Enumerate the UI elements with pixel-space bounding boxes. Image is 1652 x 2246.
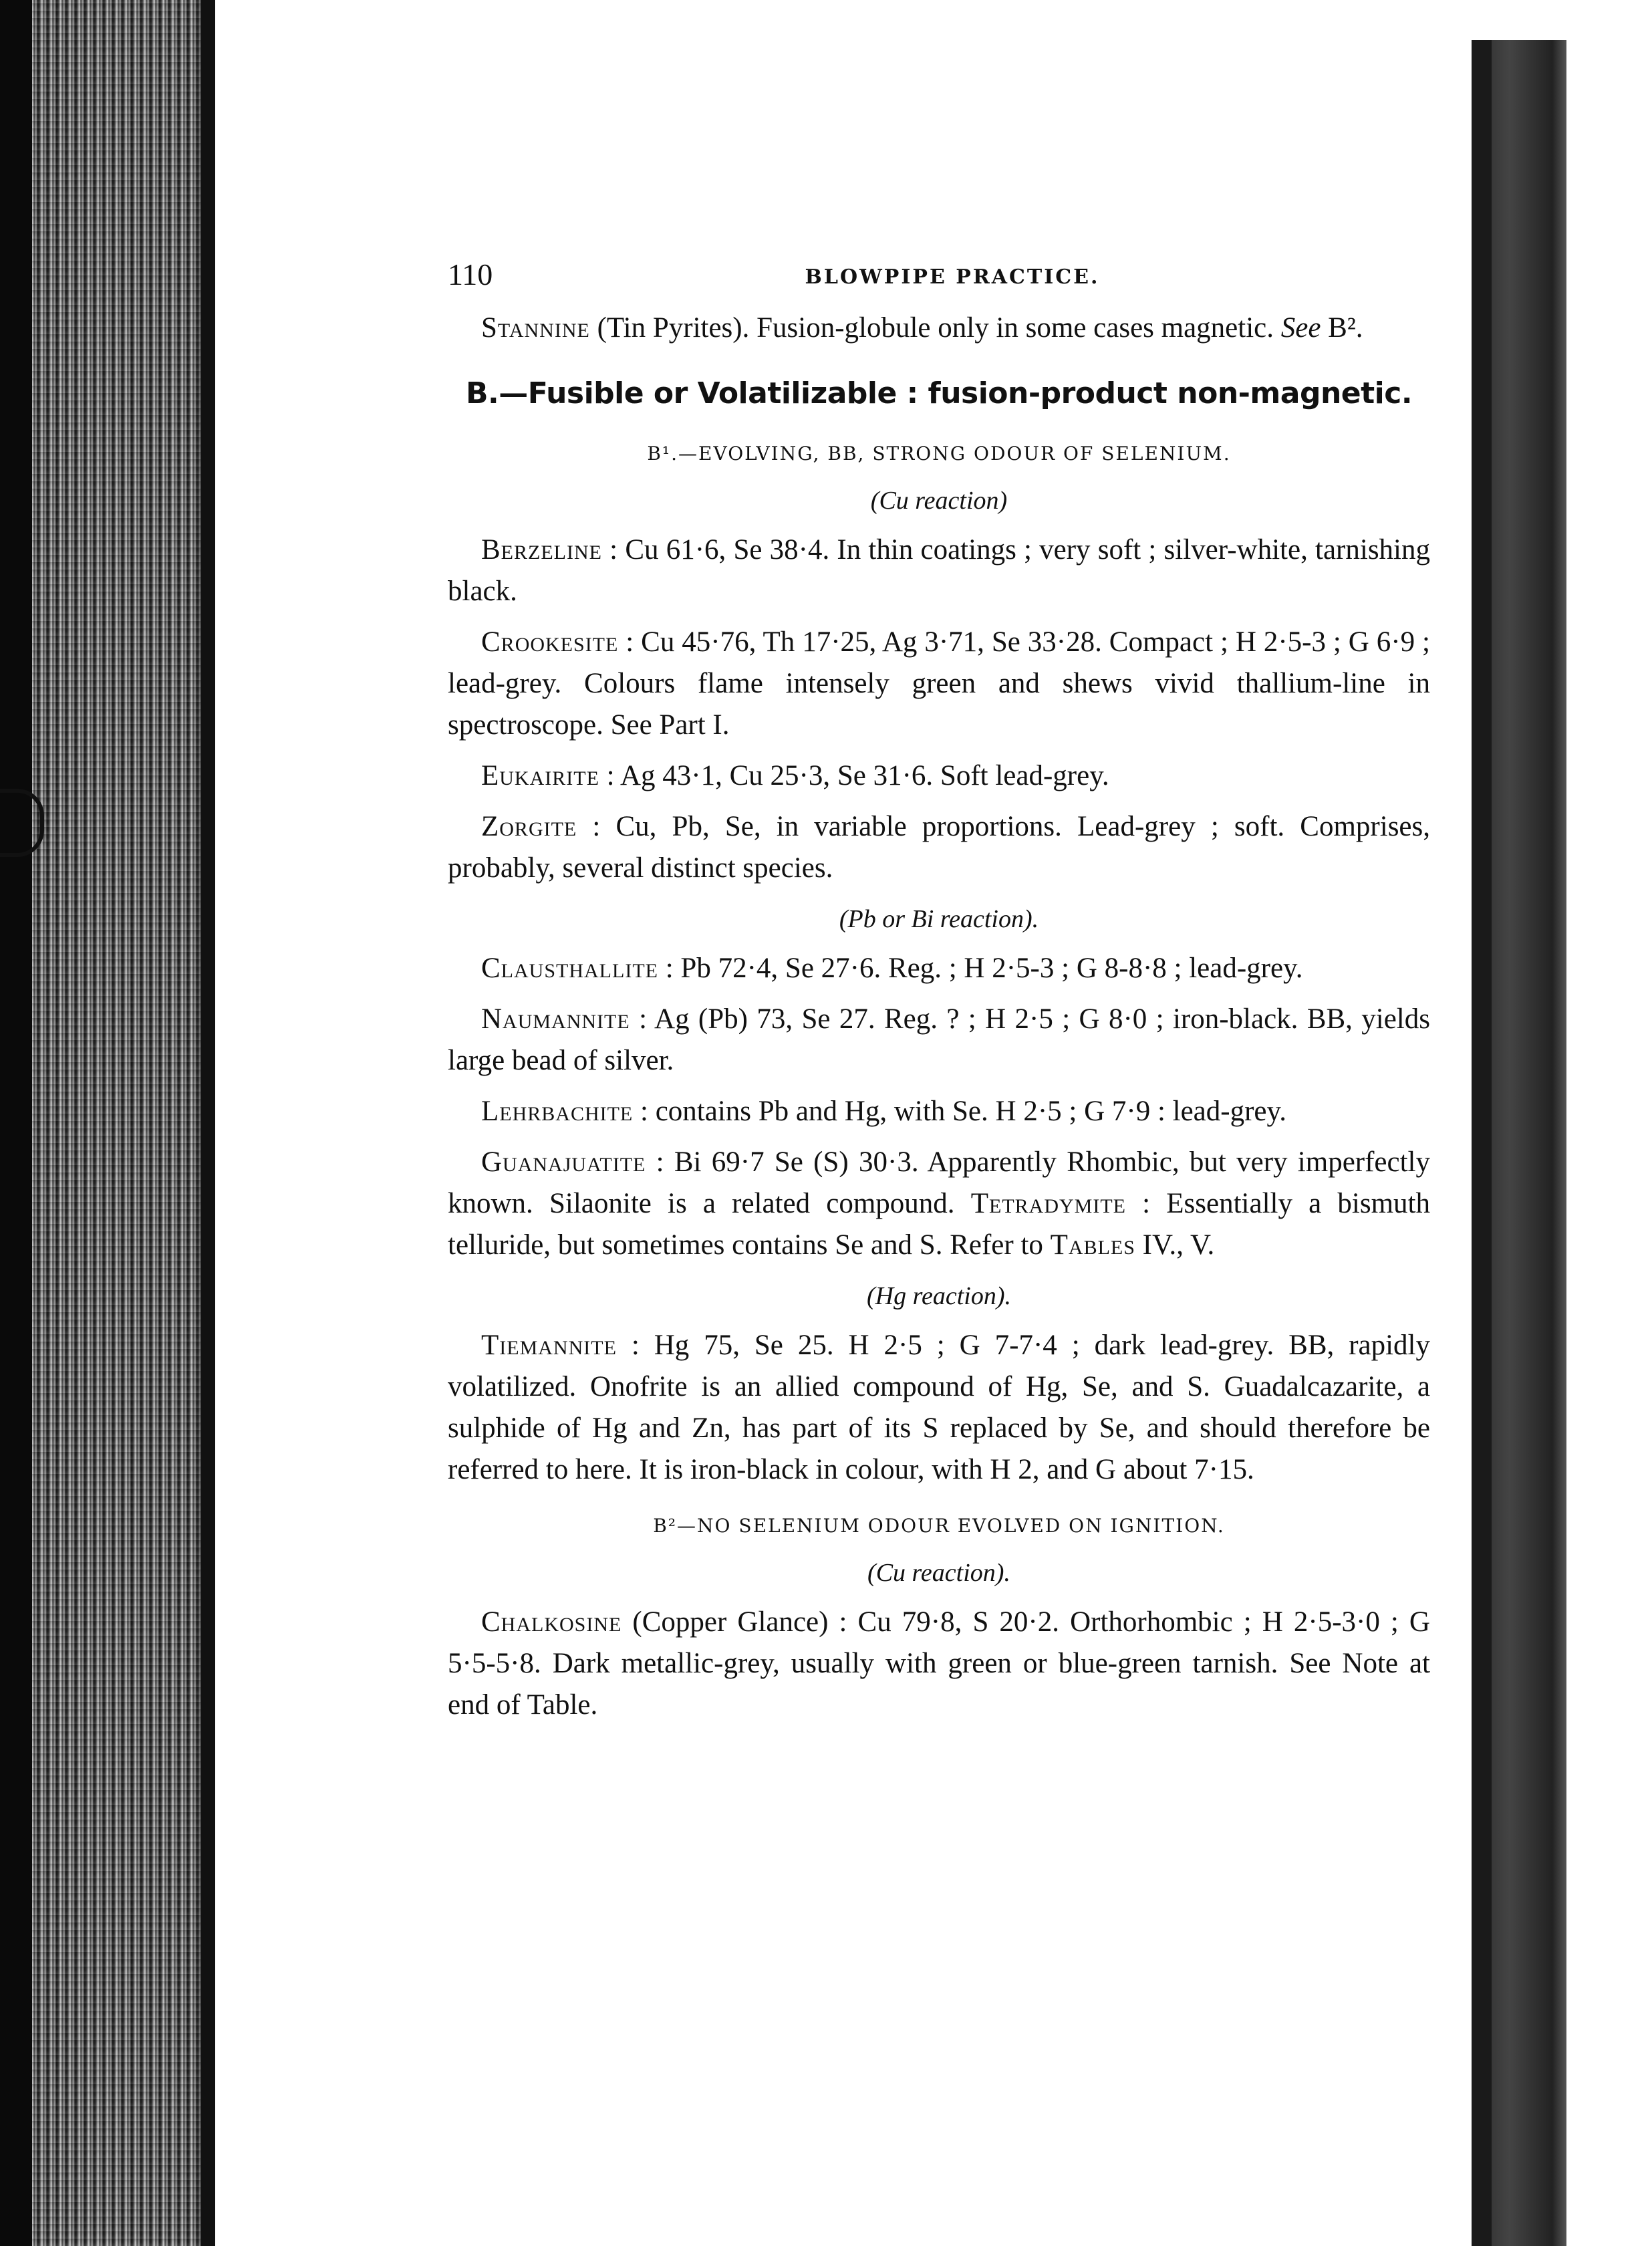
entry-text-3: IV., V. [1135, 1229, 1215, 1261]
page-content [448, 254, 1430, 1735]
entry-text: : Cu, Pb, Se, in variable proportions. Lead-grey ; soft. Comprises, probably, several distinct species. [448, 811, 1430, 884]
book-edge-shadow [0, 0, 32, 2246]
mineral-name: Clausthallite [481, 953, 658, 984]
reaction-cu-heading-2: (Cu reaction). [867, 1559, 1010, 1587]
book-page-edges [0, 0, 214, 2246]
reaction-pb-heading: (Pb or Bi reaction). [839, 905, 1039, 933]
entry-stannine [448, 307, 1430, 349]
mineral-name: Berzeline [481, 534, 602, 566]
mineral-name: Tiemannite [481, 1330, 617, 1361]
mineral-name: Chalkosine [481, 1606, 622, 1638]
mineral-name-2: Tetradymite [970, 1188, 1126, 1219]
see-word: See [1280, 312, 1321, 344]
page-gutter [200, 0, 215, 2246]
mineral-name: Stannine [481, 312, 590, 344]
mineral-name: Lehrbachite [481, 1096, 634, 1127]
entry-eukairite [448, 755, 1430, 797]
entry-clausthallite [448, 948, 1430, 989]
entry-lehrbachite [448, 1091, 1430, 1132]
reaction-hg-heading: (Hg reaction). [867, 1282, 1011, 1310]
entry-text: : Hg 75, Se 25. H 2·5 ; G 7-7·4 ; dark lead-grey. BB, rapidly volatilized. Onofrite is an allied compound of Hg, Se, and S. Guadalcazarite, a sulphide of Hg and Zn, has part of its S replaced by Se, and should therefore be referred to here. It is iron-black in colour, with H 2, and G about 7·15. [448, 1330, 1430, 1485]
entry-text: : Ag (Pb) 73, Se 27. Reg. ? ; H 2·5 ; G 8·0 ; iron-black. BB, yields large bead of silver. [448, 1003, 1430, 1076]
mineral-name: Crookesite [481, 626, 619, 658]
page-header [448, 254, 1430, 307]
mineral-name: Guanajuatite [481, 1146, 646, 1178]
mineral-name: Zorgite [481, 811, 577, 842]
entry-naumannite [448, 999, 1430, 1082]
mineral-name: Eukairite [481, 760, 599, 791]
entry-text: : contains Pb and Hg, with Se. H 2·5 ; G 7·9 : lead-grey. [633, 1096, 1286, 1127]
facing-page-edge [1472, 40, 1566, 2246]
entry-crookesite [448, 622, 1430, 746]
entry-text: : Ag 43·1, Cu 25·3, Se 31·6. Soft lead-grey. [599, 760, 1109, 791]
page-number: 110 [448, 257, 493, 291]
subsection-b1-heading: B¹.—EVOLVING, BB, STRONG ODOUR OF SELENIUM. [647, 443, 1231, 465]
entry-chalkosine [448, 1602, 1430, 1726]
section-b-heading: B.—Fusible or Volatilizable : fusion-product non-magnetic. [465, 376, 1413, 410]
entry-ref: B². [1321, 312, 1363, 344]
tables-word: Tables [1050, 1229, 1135, 1261]
right-margin [1472, 0, 1652, 2246]
entry-text: : Bi 69·7 Se (S) 30·3. Apparently Rhombic, but very imperfectly known. Silaonite is a related compound. [448, 1146, 1430, 1219]
entry-text: (Tin Pyrites). Fusion-globule only in some cases magnetic. [589, 312, 1281, 344]
entry-zorgite [448, 806, 1430, 889]
entry-guanajuatite [448, 1142, 1430, 1266]
entry-berzeline [448, 529, 1430, 612]
entry-tiemannite [448, 1325, 1430, 1491]
entry-text: : Cu 61·6, Se 38·4. In thin coatings ; very soft ; silver-white, tarnishing black. [448, 534, 1430, 607]
reaction-cu-heading: (Cu reaction) [870, 487, 1008, 515]
entry-text: (Copper Glance) : Cu 79·8, S 20·2. Orthorhombic ; H 2·5-3·0 ; G 5·5-5·8. Dark metallic-grey, usually with green or blue-green tarnish. See Note at end of Table. [448, 1606, 1430, 1721]
entry-text: : Cu 45·76, Th 17·25, Ag 3·71, Se 33·28. Compact ; H 2·5-3 ; G 6·9 ; lead-grey. Colours flame intensely green and shews vivid thallium-line in spectroscope. See Part I. [448, 626, 1430, 741]
entry-text-2: : Essentially a bismuth telluride, but sometimes contains Se and S. Refer to [448, 1188, 1430, 1261]
running-title: BLOWPIPE PRACTICE. [805, 265, 1100, 289]
margin-mark [0, 789, 44, 857]
entry-text: : Pb 72·4, Se 27·6. Reg. ; H 2·5-3 ; G 8-8·8 ; lead-grey. [658, 953, 1303, 984]
subsection-b2-heading: B²—NO SELENIUM ODOUR EVOLVED ON IGNITION. [653, 1515, 1225, 1537]
mineral-name: Naumannite [481, 1003, 630, 1035]
